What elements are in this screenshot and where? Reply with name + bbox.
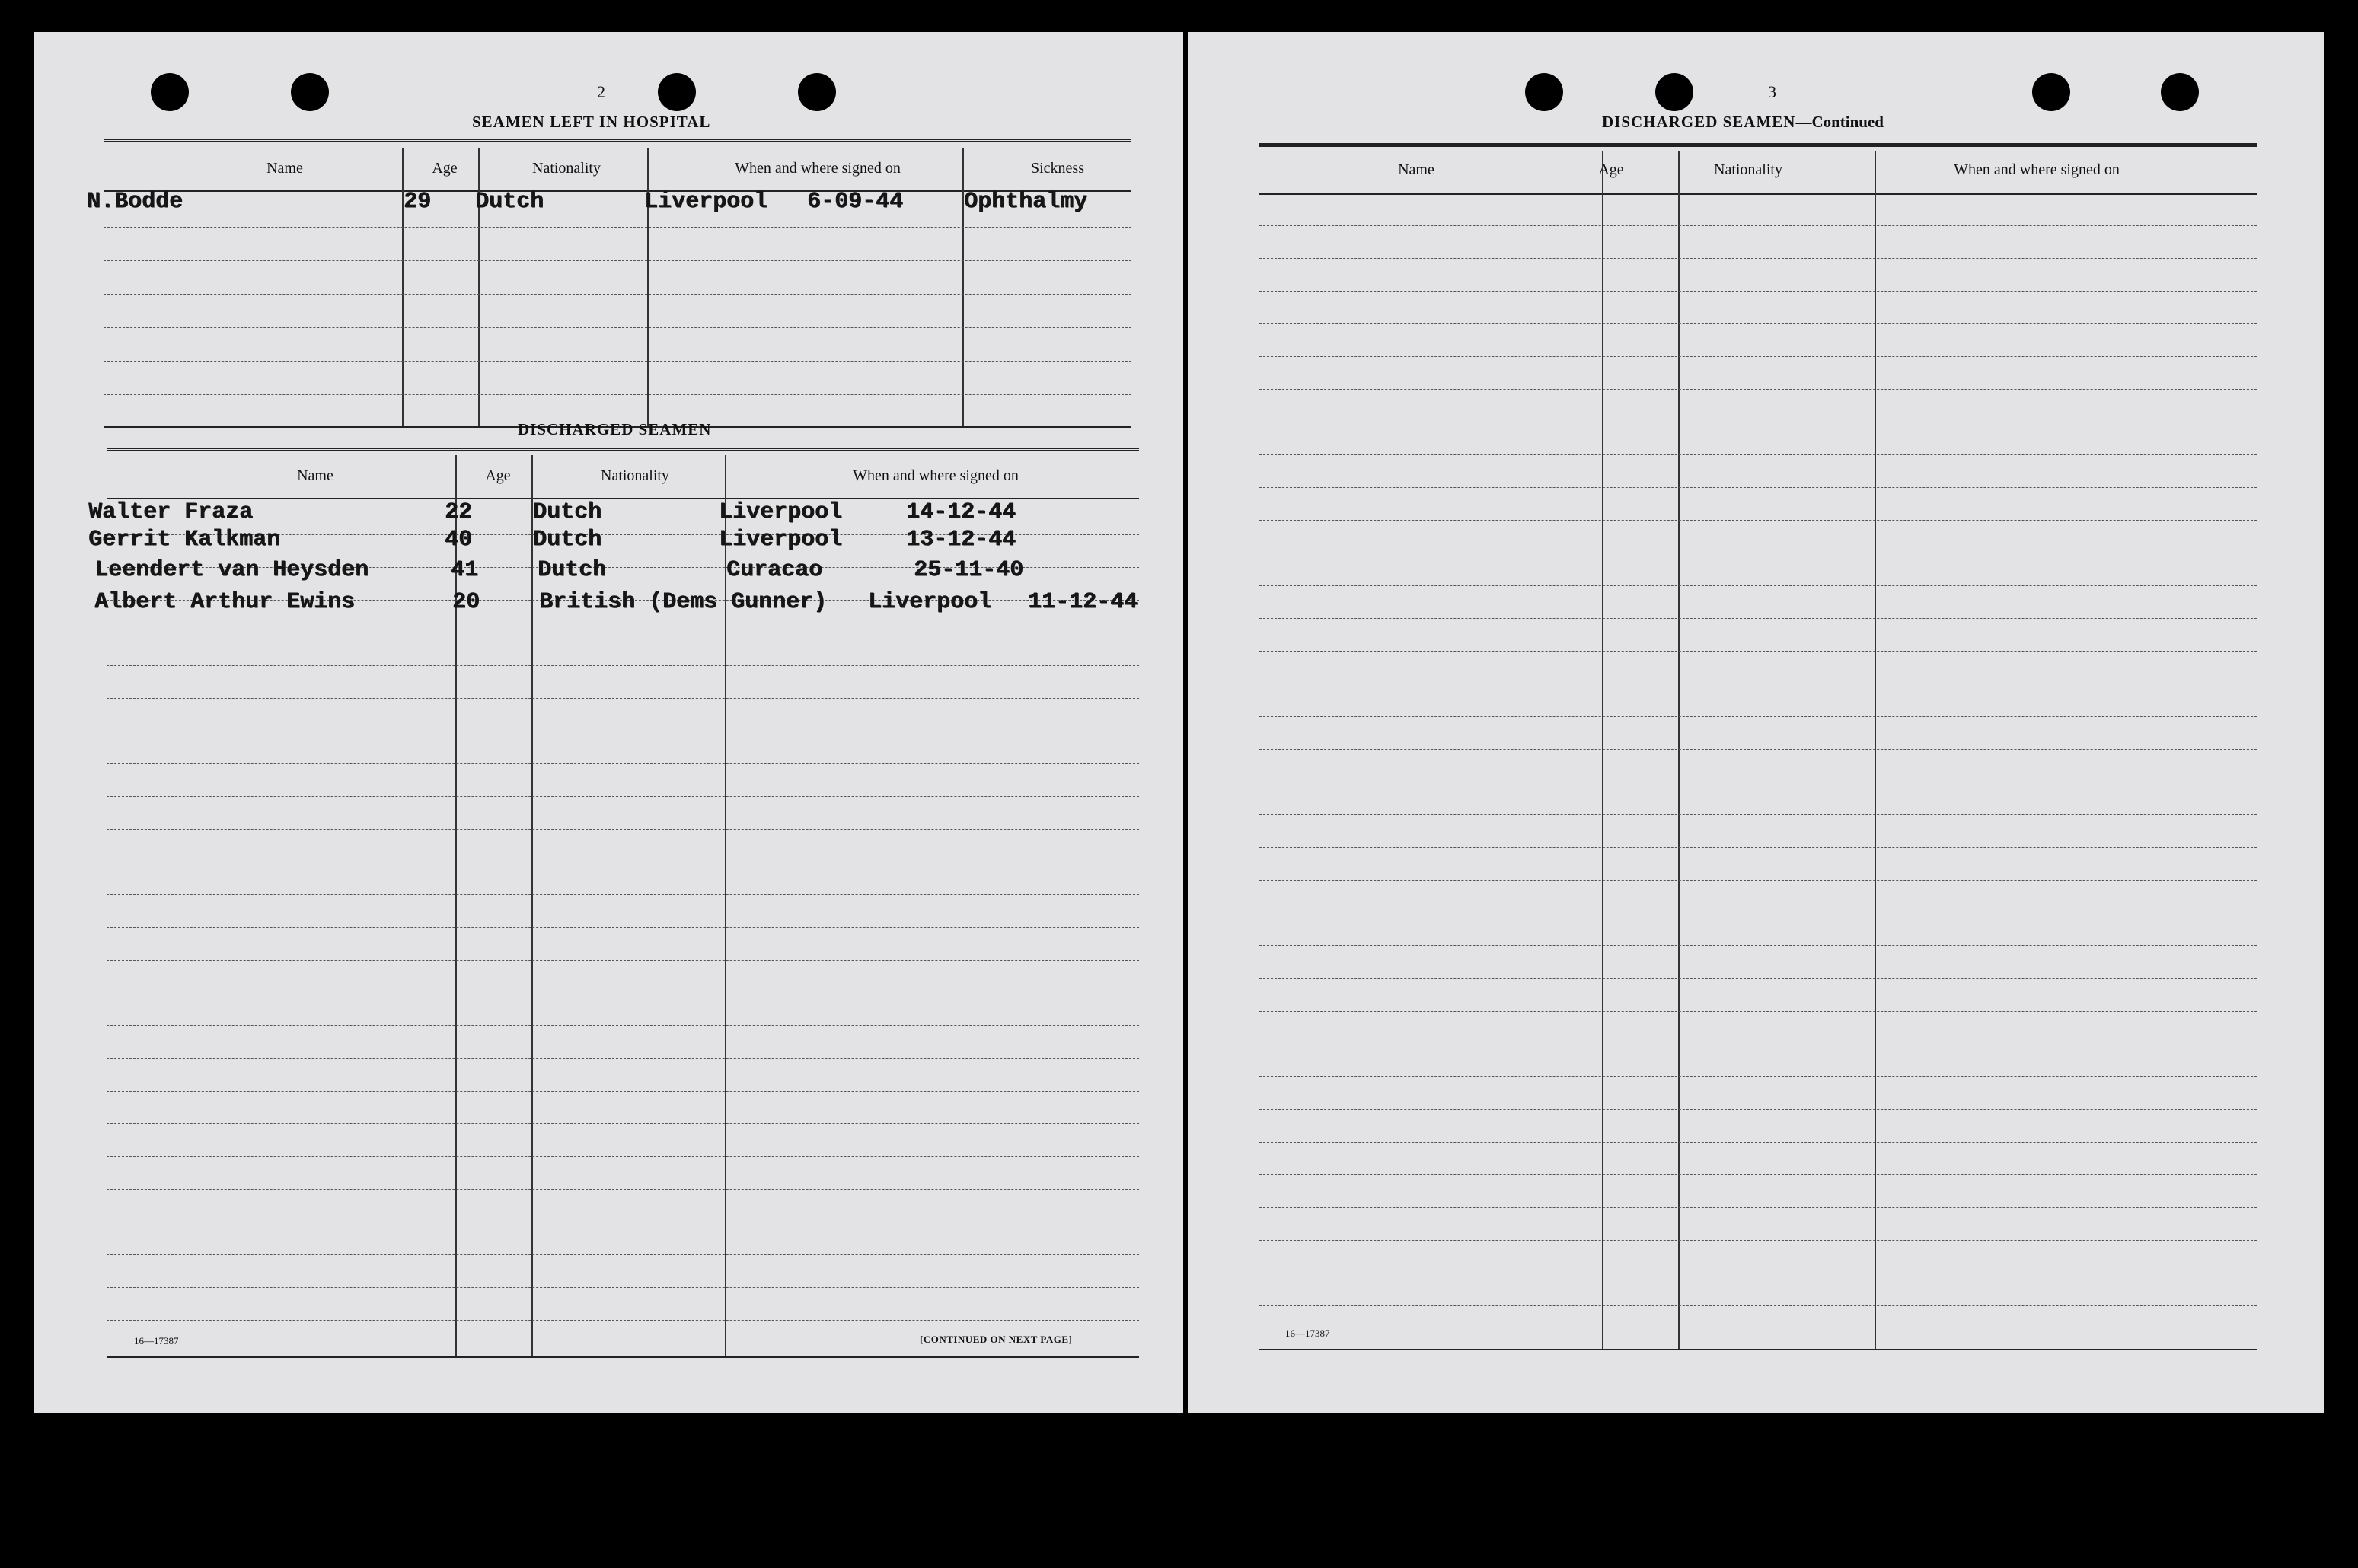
column-header-name: Name [1398,161,1434,178]
column-header-signed-on: When and where signed on [1954,161,2120,178]
column-divider [1602,151,1603,1349]
ruled-line [1259,291,2257,292]
column-header-nationality: Nationality [1714,161,1782,178]
ruled-line [1259,847,2257,848]
hospital-name: N.Bodde [87,189,183,215]
hospital-sickness: Ophthalmy [964,189,1088,215]
table-rule [107,1356,1139,1358]
ruled-line [1259,487,2257,488]
ruled-line [107,1025,1139,1026]
discharged-name: Walter Fraza [88,499,254,525]
ruled-line [107,1320,1139,1321]
ruled-line [1259,225,2257,226]
ruled-line [107,927,1139,928]
column-header-nationality: Nationality [601,467,669,484]
punch-hole [1525,73,1563,111]
left-page [34,32,1183,1413]
ruled-line [1259,978,2257,979]
discharged-nationality: Dutch [538,557,607,583]
page-number: 3 [1768,82,1776,101]
ruled-line [1259,1142,2257,1143]
ruled-line [107,960,1139,961]
ruled-line [107,1189,1139,1190]
hospital-signed-place: Liverpool [644,189,768,215]
page-number: 2 [597,82,605,101]
ruled-line [1259,880,2257,881]
ruled-line [1259,1174,2257,1175]
ruled-line [1259,585,2257,586]
ruled-line [104,361,1131,362]
ruled-line [1259,716,2257,717]
discharged-section-title: DISCHARGED SEAMEN [518,420,712,438]
ruled-line [1259,1109,2257,1110]
ruled-line [1259,389,2257,390]
continued-note: [CONTINUED ON NEXT PAGE] [920,1334,1073,1345]
ruled-line [107,1058,1139,1059]
ruled-line [1259,258,2257,259]
ruled-line [1259,651,2257,652]
table-rule [104,139,1131,144]
ruled-line [107,698,1139,699]
punch-hole [798,73,836,111]
ruled-line [107,1091,1139,1092]
ruled-line [104,394,1131,395]
discharged-signed-place: Liverpool [868,589,992,615]
ruled-line [107,763,1139,764]
discharged-age: 41 [451,557,479,583]
ruled-line [104,260,1131,261]
right-page [1188,32,2324,1413]
table-rule [1259,1349,2257,1350]
discharged-age: 20 [452,589,480,615]
table-rule [1259,143,2257,148]
ruled-line [1259,454,2257,455]
punch-hole [1655,73,1693,111]
hospital-signed-date: 6-09-44 [807,189,904,215]
ruled-line [107,1254,1139,1255]
discharged-age: 40 [445,527,473,553]
ruled-line [1259,1305,2257,1306]
column-divider [1875,151,1876,1349]
discharged-signed-place: Liverpool [719,499,843,525]
discharged-age: 22 [445,499,473,525]
discharged-signed-date: 11-12-44 [1028,589,1138,615]
ruled-line [107,894,1139,895]
ruled-line [1259,356,2257,357]
ruled-line [107,829,1139,830]
table-rule [1259,193,2257,195]
ruled-line [1259,323,2257,324]
column-header-nationality: Nationality [532,160,601,177]
discharged-signed-place: Liverpool [719,527,843,553]
hospital-nationality: Dutch [475,189,544,215]
ruled-line [1259,945,2257,946]
punch-hole [658,73,696,111]
column-header-signed-on: When and where signed on [735,160,901,177]
ruled-line [1259,520,2257,521]
discharged-continued-title: DISCHARGED SEAMEN—Continued [1602,113,1884,131]
discharged-signed-date: 14-12-44 [906,499,1016,525]
column-header-name: Name [297,467,333,484]
ruled-line [104,227,1131,228]
ruled-line [107,1287,1139,1288]
ruled-line [107,665,1139,666]
hospital-age: 29 [404,189,432,215]
ruled-line [1259,1011,2257,1012]
ruled-line [107,1123,1139,1124]
column-divider [1678,151,1680,1349]
ruled-line [107,796,1139,797]
punch-hole [2032,73,2070,111]
form-number: 16—17387 [1285,1327,1330,1339]
discharged-nationality: Dutch [533,527,602,553]
punch-hole [151,73,189,111]
column-divider [531,455,533,1358]
ruled-line [1259,1207,2257,1208]
ruled-line [1259,749,2257,750]
ruled-line [1259,814,2257,815]
column-header-sickness: Sickness [1031,160,1084,177]
table-rule [107,448,1139,453]
column-header-age: Age [432,160,458,177]
punch-hole [2161,73,2199,111]
ruled-line [104,294,1131,295]
hospital-section-title: SEAMEN LEFT IN HOSPITAL [472,113,711,131]
discharged-nationality: Dutch [533,499,602,525]
ruled-line [1259,618,2257,619]
discharged-signed-date: 25-11-40 [914,557,1024,583]
column-header-name: Name [266,160,303,177]
discharged-nationality: British (Dems Gunner) [539,589,828,615]
punch-hole [291,73,329,111]
discharged-signed-place: Curacao [726,557,823,583]
form-number: 16—17387 [134,1335,179,1347]
discharged-name: Albert Arthur Ewins [94,589,356,615]
column-header-signed-on: When and where signed on [853,467,1019,484]
discharged-name: Leendert van Heysden [94,557,369,583]
column-header-age: Age [485,467,511,484]
ruled-line [1259,1240,2257,1241]
column-header-age: Age [1598,161,1624,178]
discharged-name: Gerrit Kalkman [88,527,281,553]
ruled-line [1259,1076,2257,1077]
ruled-line [107,1156,1139,1157]
ruled-line [104,327,1131,328]
discharged-signed-date: 13-12-44 [906,527,1016,553]
